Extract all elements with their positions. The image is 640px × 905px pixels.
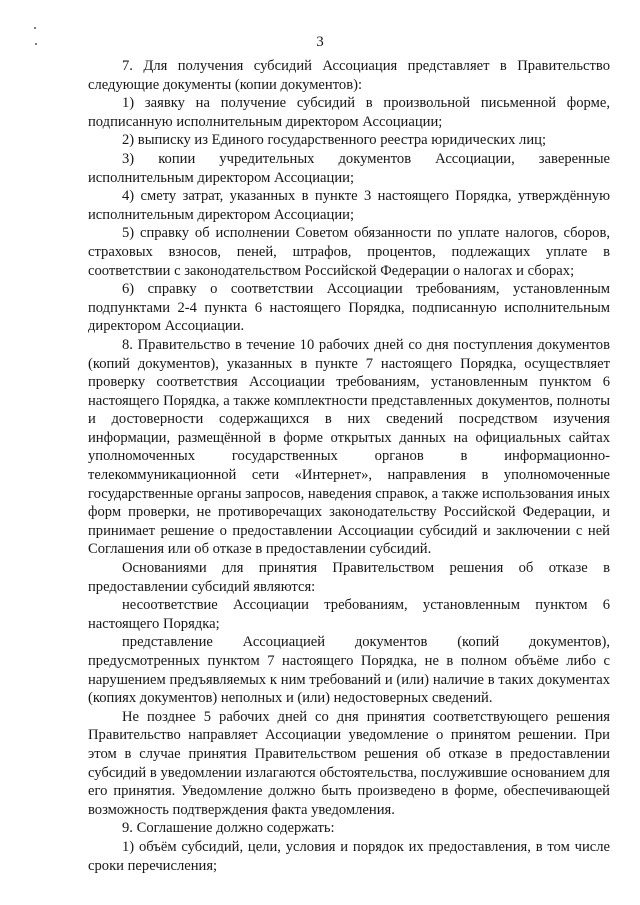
paragraph-7-item-6: 6) справку о соответствии Ассоциации требованиям, установленным подпунктами 2-4 пункта 6 настоящего Порядка, подписанную исполнительным директором Ассоциации. bbox=[88, 281, 610, 335]
paragraph-9-intro: 9. Соглашение должно содержать: bbox=[122, 820, 335, 837]
page-number: 3 bbox=[316, 34, 324, 50]
paragraph-7-item-5: 5) справку об исполнении Советом обязанности по уплате налогов, сборов, страховых взносов, пеней, штрафов, процентов, подлежащих уплате в соответствии с законодательством Российской Федерации о налогах и сборах; bbox=[88, 225, 610, 279]
paragraph-7-item-3: 3) копии учредительных документов Ассоциации, заверенные исполнительным директором Ассоциации; bbox=[88, 150, 610, 186]
paragraph-notification: Не позднее 5 рабочих дней со дня принятия соответствующего решения Правительство направляет Ассоциации уведомление о принятом решении. При этом в случае принятия Правительством решения об отказе в предоставлении субсидий в уведомлении излагаются обстоятельства, послужившие основанием для его принятия. Уведомление должно быть произведено в форме, обеспечивающей возможность подтверждения факта уведомления. bbox=[88, 708, 610, 818]
scan-speck bbox=[34, 27, 36, 29]
document-body bbox=[88, 57, 610, 875]
paragraph-7-item-1: 1) заявку на получение субсидий в произвольной письменной форме, подписанную исполнительным директором Ассоциации; bbox=[88, 95, 610, 130]
paragraph-7-item-4: 4) смету затрат, указанных в пункте 3 настоящего Порядка, утверждённую исполнительным директором Ассоциации; bbox=[88, 188, 610, 223]
paragraph-7-item-2: 2) выписку из Единого государственного реестра юридических лиц; bbox=[122, 132, 547, 149]
paragraph-refusal-ground-1: несоответствие Ассоциации требованиям, установленным пунктом 6 настоящего Порядка; bbox=[88, 597, 610, 632]
paragraph-9-item-1: 1) объём субсидий, цели, условия и порядок их предоставления, в том числе сроки перечисления; bbox=[88, 838, 610, 874]
paragraph-refusal-ground-2: представление Ассоциацией документов (копий документов), предусмотренных пунктом 7 настоящего Порядка, не в полном объёме либо с нарушением предъявляемых к ним требований и (или) наличие в таких документах (копиях документов) неполных и (или) недостоверных сведений. bbox=[88, 634, 610, 707]
paragraph-8: 8. Правительство в течение 10 рабочих дней со дня поступления документов (копий документов), указанных в пункте 7 настоящего Порядка, осуществляет проверку соответствия Ассоциации требованиям, установленным пунктом 6 настоящего Порядка, а также комплектности представленных документов, полноты и достоверности содержащихся в них сведений посредством изучения информации, размещённой в форме открытых данных на официальных сайтах уполномоченных государственных органов в информационно-телекоммуникационной сети «Интернет», направления в уполномоченные государственные органы запросов, наведения справок, а также использования иных форм проверки, не противоречащих законодательству Российской Федерации, и принимает решение о предоставлении Ассоциации субсидий и заключении с ней Соглашения или об отказе в предоставлении субсидий. bbox=[88, 336, 610, 558]
paragraph-refusal-grounds: Основаниями для принятия Правительством решения об отказе в предоставлении субсидий являются: bbox=[88, 560, 610, 595]
paragraph-7-intro: 7. Для получения субсидий Ассоциация представляет в Правительство следующие документы (копии документов): bbox=[88, 58, 610, 93]
